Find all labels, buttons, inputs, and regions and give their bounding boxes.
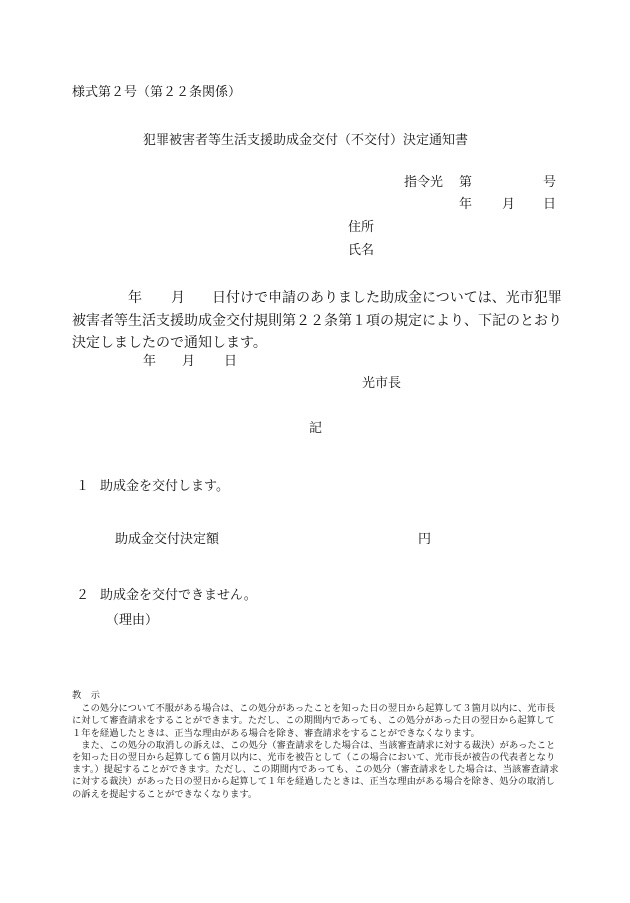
main-text-line2: 被害者等生活支援助成金交付規則第２２条第１項の規定により、下記のとおり <box>72 313 562 329</box>
amount-label: 助成金交付決定額 <box>115 532 220 547</box>
item-2-number: ２ <box>76 588 90 603</box>
item-1-text: 助成金を交付します。 <box>100 479 229 494</box>
form-number: 様式第２号（第２２条関係） <box>72 85 242 100</box>
instruction-block <box>72 690 562 801</box>
notice-date-year: 年 <box>143 354 157 369</box>
document-number-prefix: 指令光 <box>404 175 444 190</box>
document-title: 犯罪被害者等生活支援助成金交付（不交付）決定通知書 <box>143 133 469 148</box>
item-1-number: １ <box>76 479 90 494</box>
issue-date-month: 月 <box>502 197 516 212</box>
main-text-month: 月 <box>171 290 185 306</box>
amount-unit: 円 <box>418 532 432 547</box>
issue-date-year: 年 <box>459 197 473 212</box>
instruction-paragraph-2: また、この処分の取消しの訴えは、この処分（審査請求をした場合は、当該審査請求に対する裁決）があったことを知った日の翌日から起算して６箇月以内に、光市を被告として（この場合において、光市長が被告の代表者となります。）提起することができます。ただし、この期間内であっても、この処分（審査請求をした場合は、当該審査請求に対する裁決）があった日の翌日から起算して１年を経過したときは、正当な理由がある場合を除き、処分の取消しの訴えを提起することができなくなります。 <box>72 739 559 800</box>
document-number-dai: 第 <box>459 175 473 190</box>
address-label: 住所 <box>348 220 375 235</box>
ki-marker: 記 <box>309 421 323 436</box>
main-text-line3: 決定しましたので通知します。 <box>72 335 267 351</box>
reason-label: （理由） <box>106 613 159 628</box>
item-2-text: 助成金を交付できません。 <box>100 588 257 603</box>
main-text-line1: 日付けで申請のありました助成金については、光市犯罪 <box>212 290 562 306</box>
instruction-paragraph-1: この処分について不服がある場合は、この処分があったことを知った日の翌日から起算して３箇月以内に、光市長に対して審査請求をすることができます。ただし、この期間内であっても、この処分があった日の翌日から起算して１年を経過したときは、正当な理由がある場合を除き、審査請求をすることができなくなります。 <box>72 703 556 739</box>
main-text-year: 年 <box>128 290 142 306</box>
issue-date-day: 日 <box>543 197 557 212</box>
name-label: 氏名 <box>348 243 375 258</box>
instruction-heading: 教 示 <box>72 690 100 701</box>
notice-date-month: 月 <box>182 354 196 369</box>
issuer: 光市長 <box>362 376 402 391</box>
notice-date-day: 日 <box>224 354 238 369</box>
document-number-go: 号 <box>543 175 557 190</box>
